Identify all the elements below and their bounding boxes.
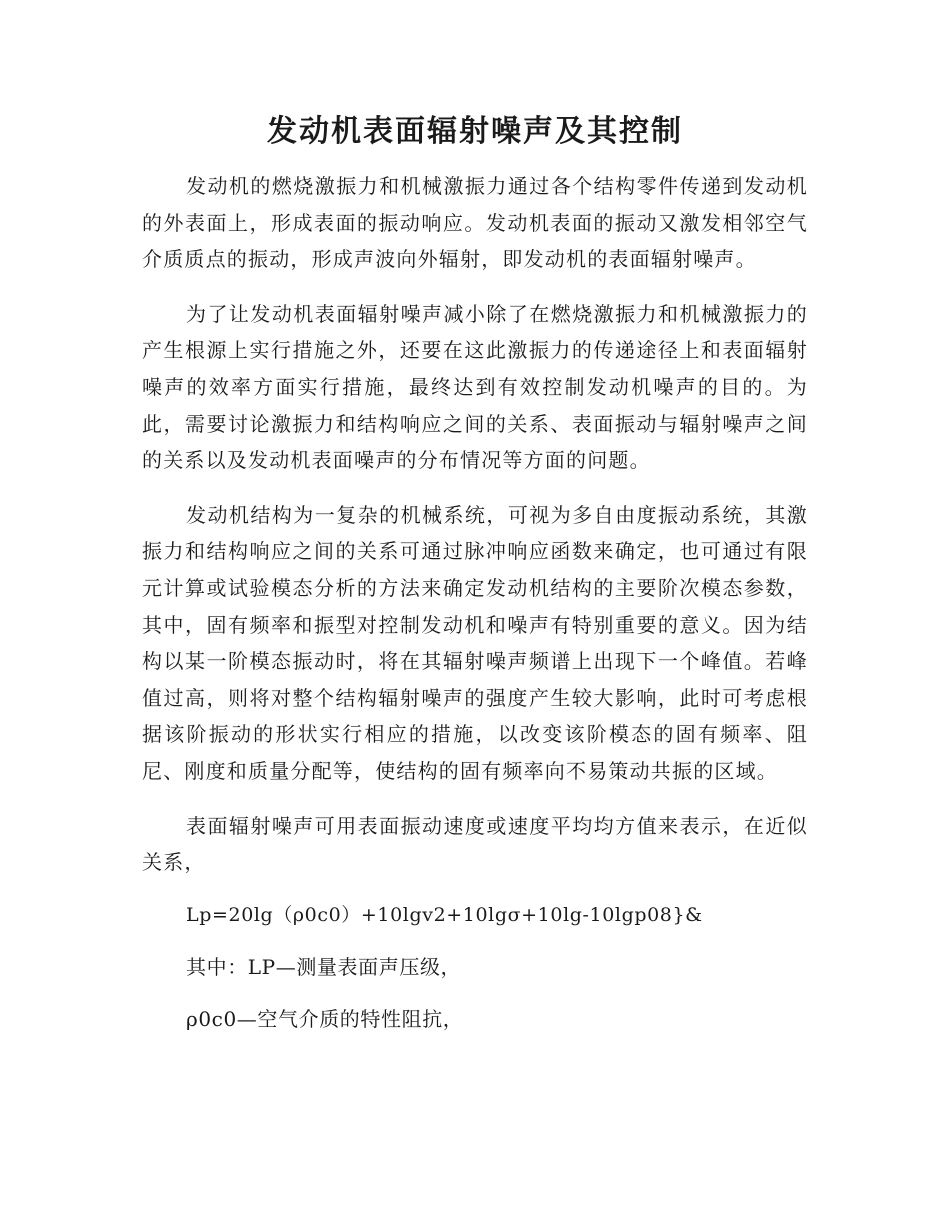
paragraph-3: 发动机结构为一复杂的机械系统，可视为多自由度振动系统，其激振力和结构响应之间的关系可通过脉冲响应函数来确定，也可通过有限元计算或试验模态分析的方法来确定发动机结构的主要阶次模态参数，其中，固有频率和振型对控制发动机和噪声有特别重要的意义。因为结构以某一阶模态振动时，将在其辐射噪声频谱上出现下一个峰值。若峰值过高，则将对整个结构辐射噪声的强度产生较大影响，此时可考虑根据该阶振动的形状实行相应的措施，以改变该阶模态的固有频率、阻尼、刚度和质量分配等，使结构的固有频率向不易策动共振的区域。 [142, 502, 808, 783]
formula-line: Lp=20lg（ρ0c0）+10lgv2+10lgσ+10lg-10lgp08}& [186, 903, 703, 926]
paragraph-1: 发动机的燃烧激振力和机械激振力通过各个结构零件传递到发动机的外表面上，形成表面的振动响应。发动机表面的振动又激发相邻空气介质质点的振动，形成声波向外辐射，即发动机的表面辐射噪声。 [142, 174, 808, 272]
definition-line-lp: 其中：LP—测量表面声压级， [186, 954, 462, 979]
definition-line-impedance: ρ0c0—空气介质的特性阻抗， [186, 1006, 464, 1031]
document-body [142, 168, 808, 1037]
paragraph-2: 为了让发动机表面辐射噪声减小除了在燃烧激振力和机械激振力的产生根源上实行措施之外，还要在这此激振力的传递途径上和表面辐射噪声的效率方面实行措施，最终达到有效控制发动机噪声的目的。为此，需要讨论激振力和结构响应之间的关系、表面振动与辐射噪声之间的关系以及发动机表面噪声的分布情况等方面的问题。 [142, 301, 808, 473]
document-title: 发动机表面辐射噪声及其控制 [267, 114, 683, 149]
paragraph-4: 表面辐射噪声可用表面振动速度或速度平均均方值来表示，在近似关系， [142, 813, 808, 875]
